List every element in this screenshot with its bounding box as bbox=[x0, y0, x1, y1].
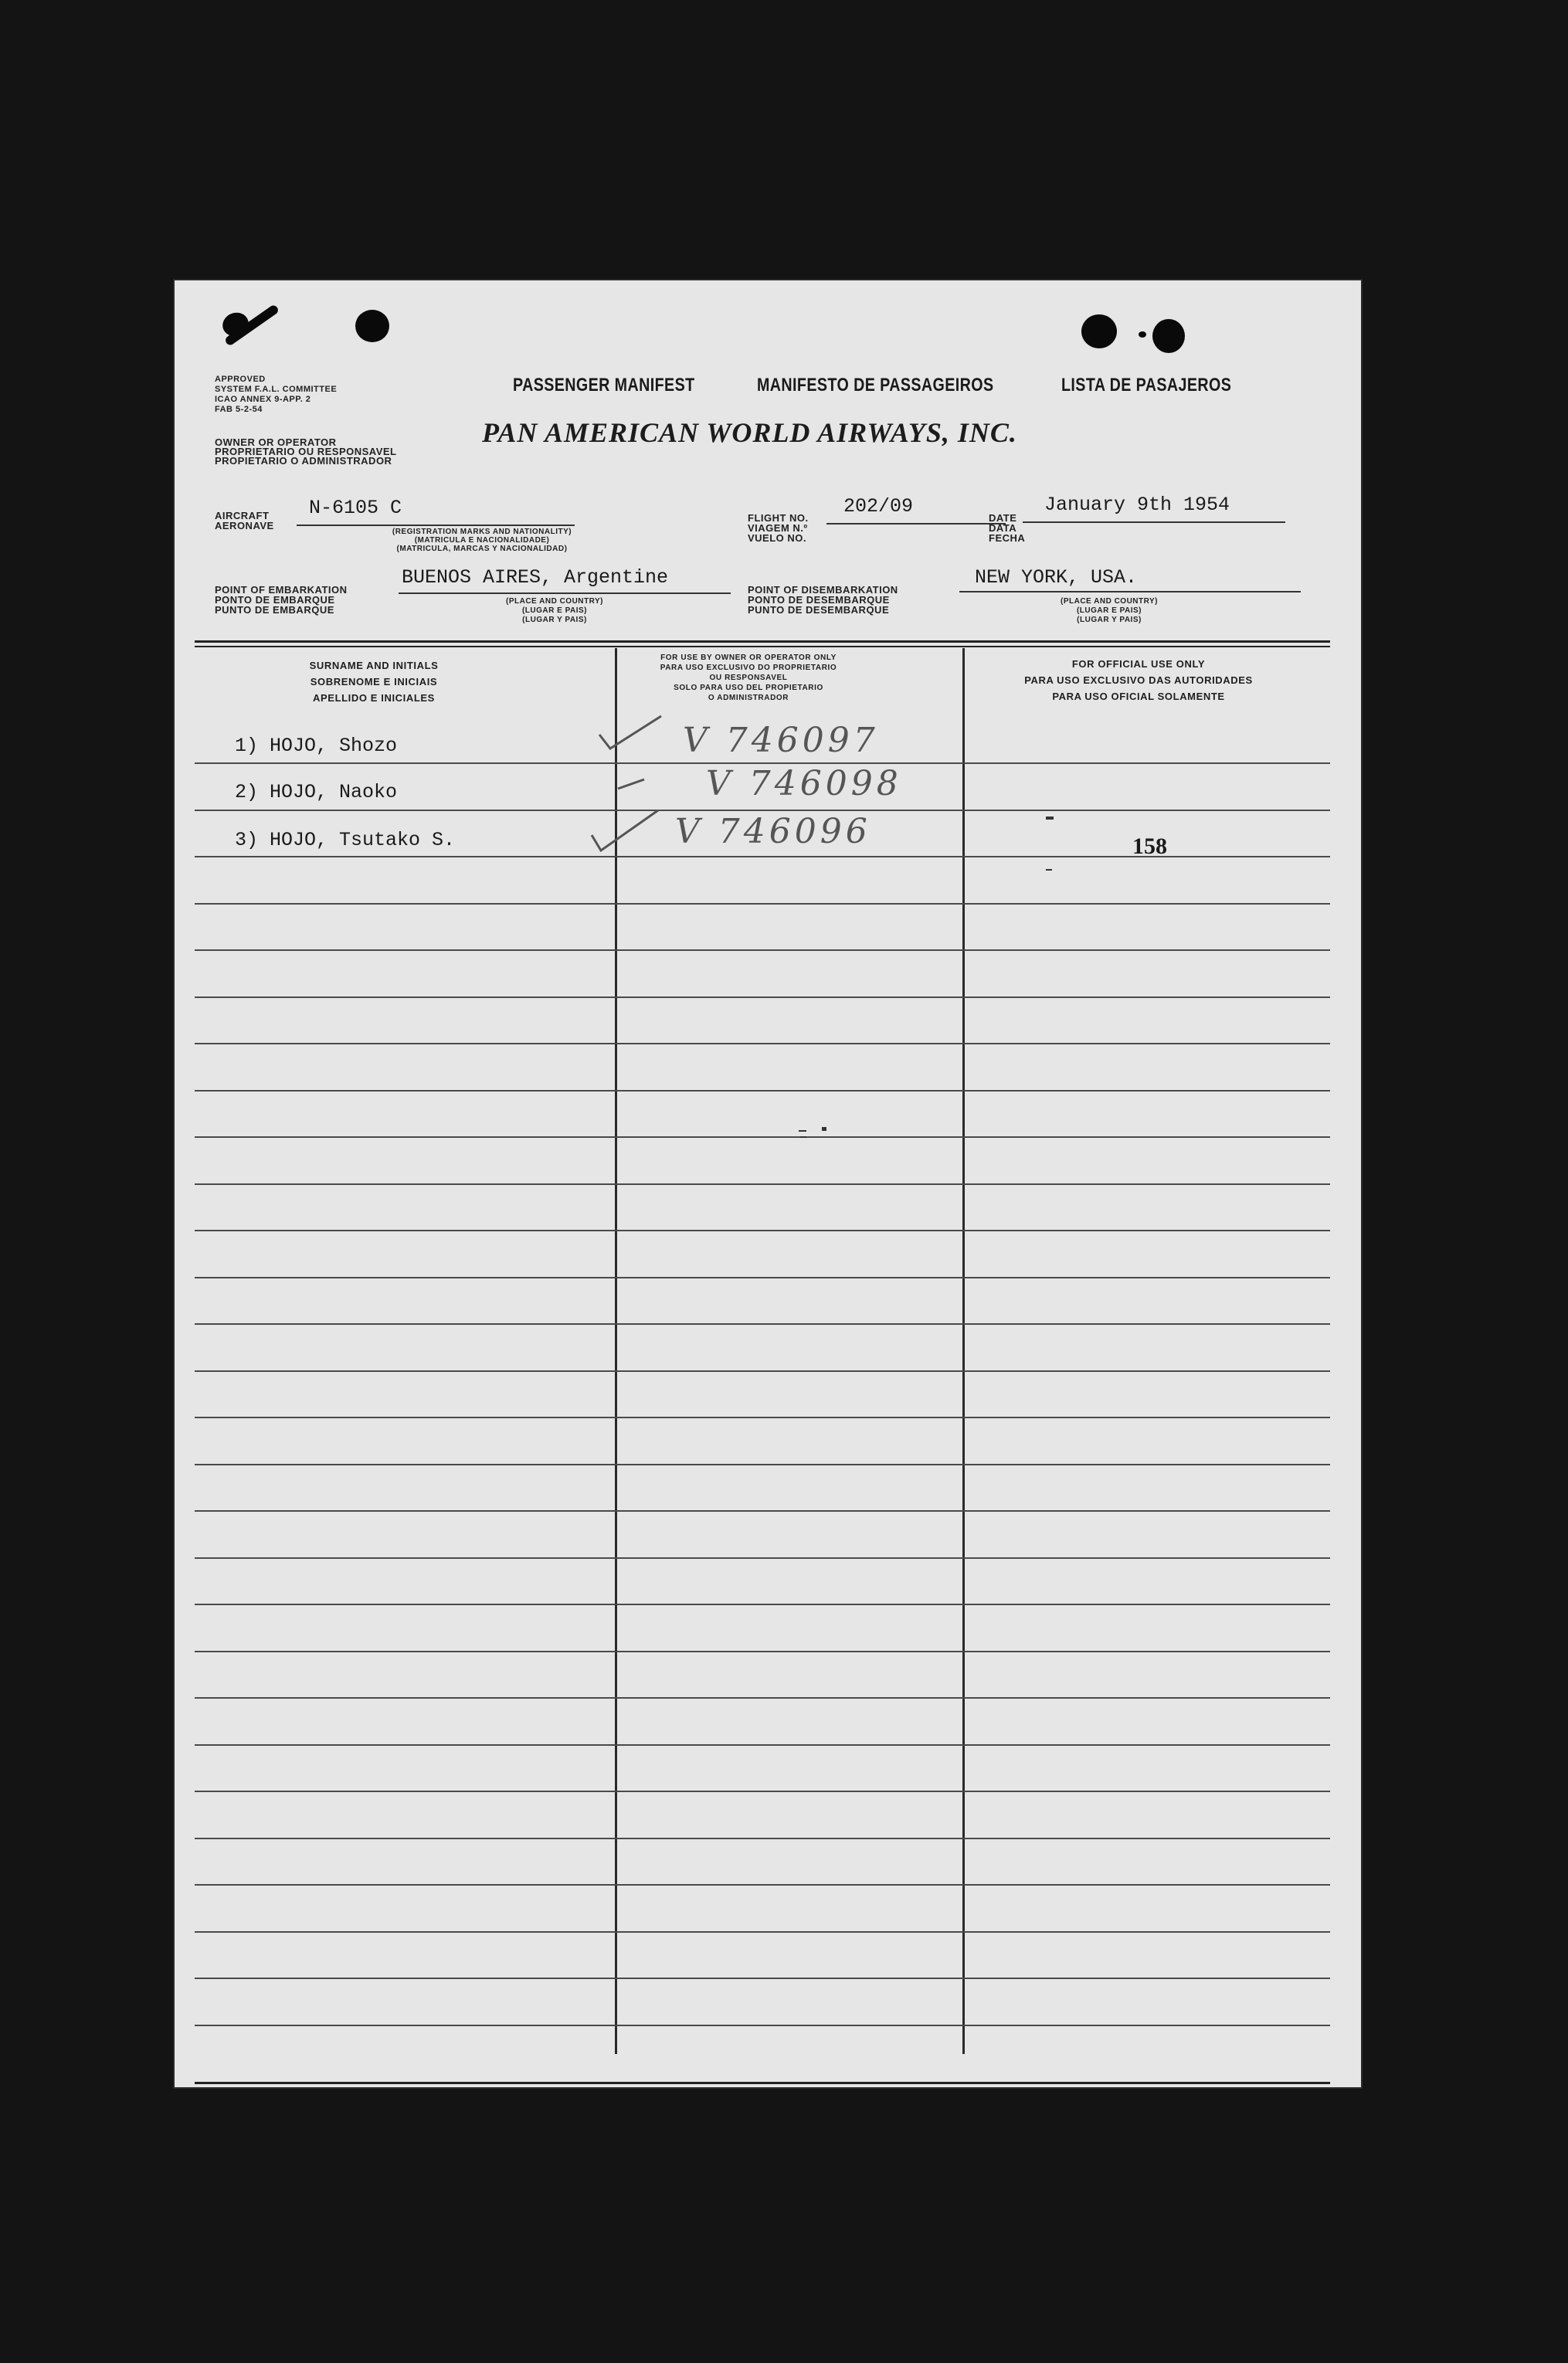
table-top-rule bbox=[195, 646, 1330, 647]
ruled-line bbox=[195, 1931, 1330, 1933]
aircraft-label bbox=[215, 511, 274, 531]
header-line: PARA USO OFICIAL SOLAMENTE bbox=[1052, 691, 1225, 702]
date-label-line: DATA bbox=[989, 522, 1017, 534]
ruled-line bbox=[195, 1697, 1330, 1699]
embark-place-note bbox=[477, 597, 632, 625]
passenger-entry: 3) HOJO, Tsutako S. bbox=[235, 829, 456, 851]
column-header-passenger bbox=[227, 657, 521, 706]
date-label bbox=[989, 513, 1025, 543]
stray-mark bbox=[800, 1136, 806, 1138]
header-line: PARA USO EXCLUSIVO DAS AUTORIDADES bbox=[1024, 674, 1253, 686]
column-header-official-use bbox=[969, 656, 1308, 704]
date-value: January 9th 1954 bbox=[1044, 494, 1230, 516]
ruled-line bbox=[195, 1791, 1330, 1792]
title-portuguese: MANIFESTO DE PASSAGEIROS bbox=[757, 375, 994, 396]
column-divider bbox=[962, 648, 965, 2054]
ruled-line bbox=[195, 1884, 1330, 1886]
title-english: PASSENGER MANIFEST bbox=[513, 375, 695, 396]
owner-label bbox=[215, 438, 397, 466]
registration-note-line: (MATRICULA E NACIONALIDADE) bbox=[414, 536, 550, 545]
flight-underline bbox=[826, 523, 1006, 525]
ruled-line bbox=[195, 996, 1330, 998]
embark-label-line: PUNTO DE EMBARQUE bbox=[215, 604, 334, 616]
place-note-line: (PLACE AND COUNTRY) bbox=[1061, 597, 1158, 606]
ruled-line bbox=[195, 1604, 1330, 1605]
stray-mark bbox=[799, 1130, 806, 1132]
ruled-line bbox=[195, 1417, 1330, 1418]
stray-mark bbox=[822, 1127, 826, 1131]
header-line: FOR USE BY OWNER OR OPERATOR ONLY bbox=[660, 654, 837, 662]
flight-value: 202/09 bbox=[843, 495, 914, 518]
aircraft-label-line: AIRCRAFT bbox=[215, 510, 270, 521]
disembark-label-line: POINT OF DISEMBARKATION bbox=[748, 584, 898, 596]
registration-note bbox=[382, 528, 582, 553]
ruled-line bbox=[195, 949, 1330, 951]
punch-hole bbox=[357, 324, 366, 331]
ruled-line bbox=[195, 810, 1330, 811]
title-spanish: LISTA DE PASAJEROS bbox=[1061, 375, 1232, 396]
table-top-rule bbox=[195, 640, 1330, 643]
ruled-line bbox=[195, 1744, 1330, 1746]
ruled-line bbox=[195, 1090, 1330, 1092]
passenger-code: V 746097 bbox=[683, 721, 879, 760]
ruled-line bbox=[195, 1043, 1330, 1044]
ruled-line bbox=[195, 1838, 1330, 1839]
header-line: SURNAME AND INITIALS bbox=[309, 660, 439, 671]
header-line: PARA USO EXCLUSIVO DO PROPRIETARIO bbox=[660, 664, 837, 672]
header-line: O ADMINISTRADOR bbox=[708, 694, 789, 702]
header-line: APELLIDO E INICIALES bbox=[313, 692, 435, 704]
passenger-code: V 746096 bbox=[675, 812, 871, 851]
embark-label bbox=[215, 585, 348, 615]
ruled-line bbox=[195, 1978, 1330, 1979]
aircraft-label-line: AERONAVE bbox=[215, 520, 274, 531]
ruled-line bbox=[195, 1277, 1330, 1278]
stray-mark bbox=[1046, 869, 1052, 871]
disembark-label-line: PONTO DE DESEMBARQUE bbox=[748, 594, 890, 606]
place-note-line: (LUGAR E PAIS) bbox=[1076, 606, 1142, 615]
column-divider bbox=[615, 648, 617, 2054]
manifest-page bbox=[173, 279, 1363, 2089]
ruled-line bbox=[195, 903, 1330, 905]
ruled-line bbox=[195, 1230, 1330, 1231]
company-name: PAN AMERICAN WORLD AIRWAYS, INC. bbox=[482, 417, 1017, 448]
column-header-owner-use bbox=[621, 653, 876, 703]
passenger-code: V 746098 bbox=[706, 764, 902, 803]
ruled-line bbox=[195, 1183, 1330, 1185]
punch-hole bbox=[1152, 319, 1185, 353]
stray-mark bbox=[1046, 817, 1054, 820]
flight-label bbox=[748, 513, 809, 543]
disembark-label bbox=[748, 585, 898, 615]
aircraft-value: N-6105 C bbox=[309, 497, 402, 519]
approval-line: FAB 5-2-54 bbox=[215, 405, 263, 414]
ruled-line bbox=[195, 1510, 1330, 1512]
header-line: SOLO PARA USO DEL PROPIETARIO bbox=[674, 684, 823, 692]
flight-label-line: FLIGHT NO. bbox=[748, 512, 809, 524]
flight-label-line: VUELO NO. bbox=[748, 532, 807, 544]
approval-block bbox=[215, 375, 337, 415]
place-note-line: (LUGAR Y PAIS) bbox=[1077, 616, 1142, 624]
disembark-underline bbox=[959, 591, 1301, 592]
place-note-line: (LUGAR Y PAIS) bbox=[522, 616, 587, 624]
punch-hole bbox=[1081, 314, 1117, 348]
table-bottom-rule bbox=[195, 2082, 1330, 2084]
official-value: 158 bbox=[1132, 834, 1167, 859]
check-mark-icon bbox=[587, 804, 664, 858]
header-line: SOBRENOME E INICIAIS bbox=[310, 676, 438, 688]
registration-note-line: (MATRICULA, MARCAS Y NACIONALIDAD) bbox=[396, 545, 568, 553]
owner-label-line: PROPIETARIO O ADMINISTRADOR bbox=[215, 455, 392, 467]
embark-value: BUENOS AIRES, Argentine bbox=[402, 566, 669, 589]
place-note-line: (LUGAR E PAIS) bbox=[521, 606, 588, 615]
ruled-line bbox=[195, 1557, 1330, 1559]
check-mark-icon bbox=[613, 773, 660, 804]
aircraft-underline bbox=[297, 525, 575, 526]
ruled-line bbox=[195, 1136, 1330, 1138]
ruled-line bbox=[195, 1464, 1330, 1465]
disembark-place-note bbox=[1032, 597, 1186, 625]
header-line: OU RESPONSAVEL bbox=[709, 674, 788, 682]
owner-label-line: OWNER OR OPERATOR bbox=[215, 436, 337, 448]
disembark-label-line: PUNTO DE DESEMBARQUE bbox=[748, 604, 890, 616]
passenger-entry: 2) HOJO, Naoko bbox=[235, 781, 398, 803]
ruled-line bbox=[195, 1370, 1330, 1372]
embark-underline bbox=[399, 592, 731, 594]
date-underline bbox=[1023, 521, 1285, 523]
disembark-value: NEW YORK, USA. bbox=[975, 566, 1138, 589]
passenger-entry: 1) HOJO, Shozo bbox=[235, 735, 398, 757]
ruled-line bbox=[195, 1651, 1330, 1652]
registration-note-line: (REGISTRATION MARKS AND NATIONALITY) bbox=[392, 528, 572, 536]
approval-line: SYSTEM F.A.L. COMMITTEE bbox=[215, 385, 338, 394]
header-line: FOR OFFICIAL USE ONLY bbox=[1071, 658, 1206, 670]
place-note-line: (PLACE AND COUNTRY) bbox=[506, 597, 603, 606]
ruled-line bbox=[195, 2025, 1330, 2026]
approval-line: APPROVED bbox=[215, 375, 266, 384]
ruled-line bbox=[195, 1323, 1330, 1325]
date-label-line: DATE bbox=[989, 512, 1017, 524]
approval-line: ICAO ANNEX 9-APP. 2 bbox=[215, 395, 311, 404]
embark-label-line: POINT OF EMBARKATION bbox=[215, 584, 348, 596]
owner-label-line: PROPRIETARIO OU RESPONSAVEL bbox=[215, 446, 397, 457]
check-mark-icon bbox=[596, 711, 666, 758]
date-label-line: FECHA bbox=[989, 532, 1026, 544]
embark-label-line: PONTO DE EMBARQUE bbox=[215, 594, 335, 606]
punch-hole bbox=[1139, 331, 1146, 338]
flight-label-line: VIAGEM N.º bbox=[748, 522, 808, 534]
